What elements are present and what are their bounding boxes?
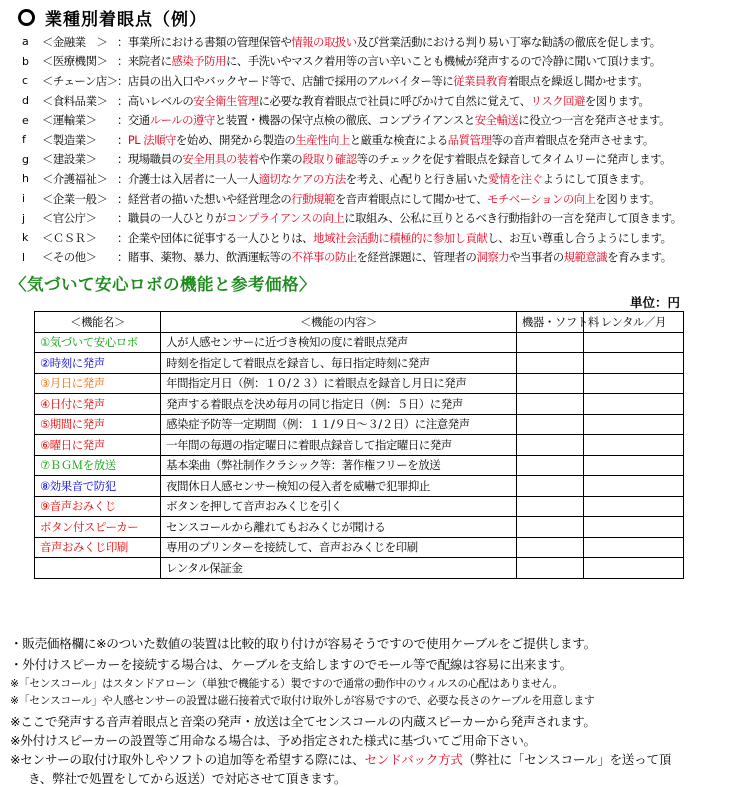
text-segment: （弊社に「センスコール」を送って頂 xyxy=(462,752,671,767)
rental-price-cell xyxy=(583,455,683,476)
text-segment: に取組み、公私に亘りとるべき行動指針の一言を発声して頂きます。 xyxy=(344,211,682,226)
table-row xyxy=(35,476,684,497)
table-row xyxy=(35,414,684,435)
function-name-cell xyxy=(35,558,161,579)
device-price-cell xyxy=(516,455,583,476)
industry-description xyxy=(117,34,722,50)
highlight-text: 安全衛生管理 xyxy=(193,93,259,108)
text-segment: ： xyxy=(117,132,128,147)
text-segment: ※センサーの取付け取外しやソフトの追加等を希望する際には、 xyxy=(10,752,365,767)
table-row xyxy=(35,537,684,558)
footnote xyxy=(10,654,722,673)
highlight-text: 規範意識 xyxy=(563,250,608,265)
industry-row xyxy=(22,169,722,189)
footnote xyxy=(10,711,722,730)
industry-letter: f xyxy=(22,133,26,147)
text-segment: に必要な教育着眼点で社員に呼びかけて自然に覚えて、 xyxy=(258,93,531,108)
highlight-text: 安全輸送 xyxy=(474,113,519,128)
text-segment: 及び営業活動における判り易い丁寧な勧誘の徹底を促します。 xyxy=(356,34,661,49)
text-segment: を図ります。 xyxy=(584,93,650,108)
function-content-cell: 夜間休日人感センサー検知の侵入者を威嚇で犯罪抑止 xyxy=(161,476,517,497)
highlight-text: 地域社会活動に積極的に参加し貢献 xyxy=(313,230,488,245)
industry-category: ＜運輸業＞ xyxy=(42,113,97,128)
industry-category: ＜その他＞ xyxy=(42,250,97,265)
text-segment: ※ここで発声する音声着眼点と音楽の発声・放送は全てセンスコールの内蔵スピーカーから発声されます。 xyxy=(10,714,596,729)
text-segment: を経営課題に、管理者の xyxy=(356,250,477,265)
text-segment: に役立つ一言を発声させます。 xyxy=(518,113,670,128)
rental-price-cell xyxy=(583,537,683,558)
table-row xyxy=(35,558,684,579)
header-device-price: 機器・ソフト料 xyxy=(516,312,583,333)
text-segment: ・販売価格欄に※のついた数値の装置は比較的取り付けが容易そうですので使用ケーブルをご提供します。 xyxy=(10,636,596,651)
device-price-cell xyxy=(516,558,583,579)
industry-row xyxy=(22,189,722,209)
function-content-cell: ボタンを押して音声おみくじを引く xyxy=(161,496,517,517)
device-price-cell xyxy=(516,353,583,374)
text-segment: ※「センスコール」や人感センサーの設置は磁石接着式で取付け取外しが容易ですので、必要な長さのケーブルを用意します xyxy=(10,694,595,707)
text-segment: や当事者の xyxy=(509,250,564,265)
highlight-text: 適切なケアの方法 xyxy=(258,171,346,186)
industry-category: ＜建設業＞ xyxy=(42,152,97,167)
industry-category: ＜チェーン店＞ xyxy=(42,73,118,88)
rental-price-cell xyxy=(583,353,683,374)
document-title xyxy=(18,4,207,30)
footnote xyxy=(10,749,722,768)
function-name-cell: ⑨音声おみくじ xyxy=(35,496,161,517)
highlight-text: コンプライアンスの向上 xyxy=(225,211,345,226)
function-name-cell: ③月日に発声 xyxy=(35,373,161,394)
function-content-cell: 人が人感センサーに近づき検知の度に着眼点発声 xyxy=(161,332,517,353)
industry-letter: l xyxy=(22,250,25,264)
industry-description xyxy=(117,210,722,226)
text-segment: ※「センスコール」はスタンドアローン（単独で機能する）製ですので通常の動作中のウィルスの心配はありません。 xyxy=(10,677,564,690)
table-header-row xyxy=(35,312,684,333)
industry-letter: j xyxy=(22,211,25,225)
industry-letter: e xyxy=(22,113,29,127)
rental-price-cell xyxy=(583,414,683,435)
text-segment: ようにして頂きます。 xyxy=(542,171,651,186)
function-name-cell: ⑥曜日に発声 xyxy=(35,435,161,456)
industry-row xyxy=(22,91,722,111)
header-function-content: ＜機能の内容＞ xyxy=(161,312,517,333)
highlight-text: 生産性向上 xyxy=(295,132,350,147)
industry-description xyxy=(117,112,722,128)
industry-letter: d xyxy=(22,94,29,108)
device-price-cell xyxy=(516,373,583,394)
text-segment: ：交通 xyxy=(117,113,150,128)
table-row xyxy=(35,435,684,456)
highlight-text: 段取り確認 xyxy=(302,152,357,167)
industry-row xyxy=(22,248,722,268)
table-row xyxy=(35,394,684,415)
function-content-cell: レンタル保証金 xyxy=(161,558,517,579)
text-segment: ：店員の出入口やバックヤード等で、店舗で採用のアルバイター等に xyxy=(117,73,454,88)
text-segment: き、弊社で処置をしてから返送）で対応させて頂きます。 xyxy=(28,771,347,786)
text-segment: ：経営者の描いた想いや経営理念の xyxy=(117,191,292,206)
industry-category: ＜製造業＞ xyxy=(42,132,97,147)
industry-category: ＜金融業 ＞ xyxy=(42,34,108,49)
function-name-cell: ④日付に発声 xyxy=(35,394,161,415)
industry-letter: g xyxy=(22,152,29,166)
header-rental-price: レンタル／月 xyxy=(583,312,683,333)
highlight-text: ルールの遵守 xyxy=(149,113,215,128)
device-price-cell xyxy=(516,394,583,415)
highlight-text: モチベーションの向上 xyxy=(487,191,596,206)
text-segment: ：職員の一人ひとりが xyxy=(117,211,226,226)
text-segment: を育みます。 xyxy=(607,250,672,265)
industry-letter: k xyxy=(22,231,28,245)
industry-row xyxy=(22,130,722,150)
function-content-cell: 基本楽曲（弊社制作クラシック等：著作権フリーを放送 xyxy=(161,455,517,476)
device-price-cell xyxy=(516,332,583,353)
footnote xyxy=(10,633,722,652)
industry-row xyxy=(22,208,722,228)
text-segment: ※外付けスピーカーの設置等ご用命なる場合は、予め指定された様式に基づいてご用命下さい。 xyxy=(10,733,536,748)
text-segment: ：高いレベルの xyxy=(117,93,194,108)
text-segment: を図ります。 xyxy=(595,191,660,206)
rental-price-cell xyxy=(583,517,683,538)
industry-letter: c xyxy=(22,74,28,88)
highlight-text: センドバック方式 xyxy=(364,752,463,767)
function-content-cell: 一年間の毎週の指定曜日に着眼点録音して指定曜日に発声 xyxy=(161,435,517,456)
unit-label: 単位：円 xyxy=(629,295,680,310)
text-segment: を始め、開発から製造の xyxy=(175,132,296,147)
text-segment: 等のチェックを促す着眼点を録音してタイムリーに発声します。 xyxy=(356,152,672,167)
highlight-text: 安全用具の装着 xyxy=(182,152,259,167)
function-content-cell: 専用のプリンターを接続して、音声おみくじを印刷 xyxy=(161,537,517,558)
footnote xyxy=(10,730,722,749)
industry-letter: h xyxy=(22,172,29,186)
function-content-cell: 年間指定月日（例：１０/２３）に着眼点を録音し月日に発声 xyxy=(161,373,517,394)
function-name-cell: 音声おみくじ印刷 xyxy=(35,537,161,558)
industry-category: ＜食料品業＞ xyxy=(42,93,108,108)
title-text: 業種別着眼点（例） xyxy=(45,9,207,30)
device-price-cell xyxy=(516,496,583,517)
industry-letter: b xyxy=(22,54,29,68)
industry-description xyxy=(117,53,722,69)
industry-description xyxy=(117,73,722,89)
industry-category: ＜医療機関＞ xyxy=(42,54,108,69)
footnote xyxy=(10,768,740,787)
text-segment: を考え、心配りと行き届いた xyxy=(345,171,488,186)
table-row xyxy=(35,517,684,538)
industry-row xyxy=(22,71,722,91)
table-row xyxy=(35,332,684,353)
device-price-cell xyxy=(516,517,583,538)
function-content-cell: 感染症予防等一定期間（例：１１/９日～３/２日）に注意発声 xyxy=(161,414,517,435)
industry-list xyxy=(22,32,722,267)
function-content-cell: 発声する着眼点を決め毎月の同じ指定日（例：５日）に発声 xyxy=(161,394,517,415)
function-name-cell: ⑦ＢＧＭを放送 xyxy=(35,455,161,476)
industry-category: ＜介護福祉＞ xyxy=(42,171,108,186)
section-title: 〈気づいて安心ロボの機能と参考価格〉 xyxy=(10,275,316,294)
industry-letter: a xyxy=(22,35,29,49)
text-segment: と厳重な検査による xyxy=(349,132,448,147)
rental-price-cell xyxy=(583,558,683,579)
text-segment: を音声着眼点にして聞かせて、 xyxy=(334,191,488,206)
function-name-cell: ⑤期間に発声 xyxy=(35,414,161,435)
text-segment: し、お互い尊重し合うようにします。 xyxy=(487,230,672,245)
industry-row xyxy=(22,228,722,248)
footnote xyxy=(10,693,722,708)
rental-price-cell xyxy=(583,332,683,353)
industry-description xyxy=(117,93,722,109)
text-segment: ：企業や団体に従事する一人ひとりは、 xyxy=(117,230,314,245)
features-table xyxy=(34,311,684,579)
text-segment: と装置・機器の保守点検の徹底、コンプライアンスと xyxy=(214,113,475,128)
industry-category: ＜ＣＳＲ＞ xyxy=(42,230,97,245)
highlight-text: 品質管理 xyxy=(447,132,492,147)
circle-icon xyxy=(18,9,35,26)
text-segment: に、手洗いやマスク着用等の言い辛いことも機械が発声するので冷静に聞いて頂けます。 xyxy=(225,54,661,69)
industry-row xyxy=(22,52,722,72)
table-row xyxy=(35,455,684,476)
highlight-text: リスク回避 xyxy=(530,93,585,108)
industry-letter: i xyxy=(22,192,25,206)
text-segment: 等の音声着眼点を発声させます。 xyxy=(491,132,654,147)
header-function-name: ＜機能名＞ xyxy=(35,312,161,333)
text-segment: や作業の xyxy=(258,152,303,167)
industry-category: ＜企業一般＞ xyxy=(42,191,108,206)
industry-row xyxy=(22,150,722,170)
device-price-cell xyxy=(516,414,583,435)
function-name-cell: ⑧効果音で防犯 xyxy=(35,476,161,497)
table-row xyxy=(35,373,684,394)
industry-description xyxy=(117,249,722,265)
text-segment: ：賭事、薬物、暴力、飲酒運転等の xyxy=(117,250,292,265)
industry-category: ＜官公庁＞ xyxy=(42,211,97,226)
device-price-cell xyxy=(516,435,583,456)
rental-price-cell xyxy=(583,476,683,497)
highlight-text: 情報の取扱い xyxy=(291,34,357,49)
device-price-cell xyxy=(516,476,583,497)
text-segment: ：来院者に xyxy=(117,54,172,69)
text-segment: ・外付けスピーカーを接続する場合は、ケーブルを支給しますのでモール等で配線は容易に出来ます。 xyxy=(10,657,572,672)
highlight-text: 従業員教育 xyxy=(453,73,508,88)
device-price-cell xyxy=(516,537,583,558)
text-segment: ：介護士は入居者に一人一人 xyxy=(117,171,259,186)
industry-description xyxy=(117,171,722,187)
text-segment: 着眼点を繰返し聞かせます。 xyxy=(507,73,649,88)
industry-row xyxy=(22,32,722,52)
function-name-cell: ②時刻に発声 xyxy=(35,353,161,374)
function-name-cell: ①気づいて安心ロボ xyxy=(35,332,161,353)
table-row xyxy=(35,353,684,374)
function-name-cell: ボタン付スピーカー xyxy=(35,517,161,538)
highlight-text: 洞察力 xyxy=(476,250,510,265)
text-segment: ：現場職員の xyxy=(117,152,183,167)
industry-description xyxy=(117,191,722,207)
rental-price-cell xyxy=(583,496,683,517)
industry-description xyxy=(117,132,722,148)
text-segment: ：事業所における書類の管理保管や xyxy=(117,34,292,49)
industry-row xyxy=(22,110,722,130)
footnote xyxy=(10,676,722,691)
industry-description xyxy=(117,151,722,167)
rental-price-cell xyxy=(583,373,683,394)
highlight-text: 感染予防用 xyxy=(171,54,226,69)
rental-price-cell xyxy=(583,435,683,456)
highlight-text: 行動規範 xyxy=(291,191,335,206)
highlight-text: PL 法順守 xyxy=(127,132,176,147)
function-content-cell: センスコールから離れてもおみくじが聞ける xyxy=(161,517,517,538)
highlight-text: 不祥事の防止 xyxy=(291,250,357,265)
function-content-cell: 時刻を指定して着眼点を録音し、毎日指定時刻に発声 xyxy=(161,353,517,374)
table-row xyxy=(35,496,684,517)
rental-price-cell xyxy=(583,394,683,415)
highlight-text: 愛情を注ぐ xyxy=(488,171,543,186)
industry-description xyxy=(117,230,722,246)
